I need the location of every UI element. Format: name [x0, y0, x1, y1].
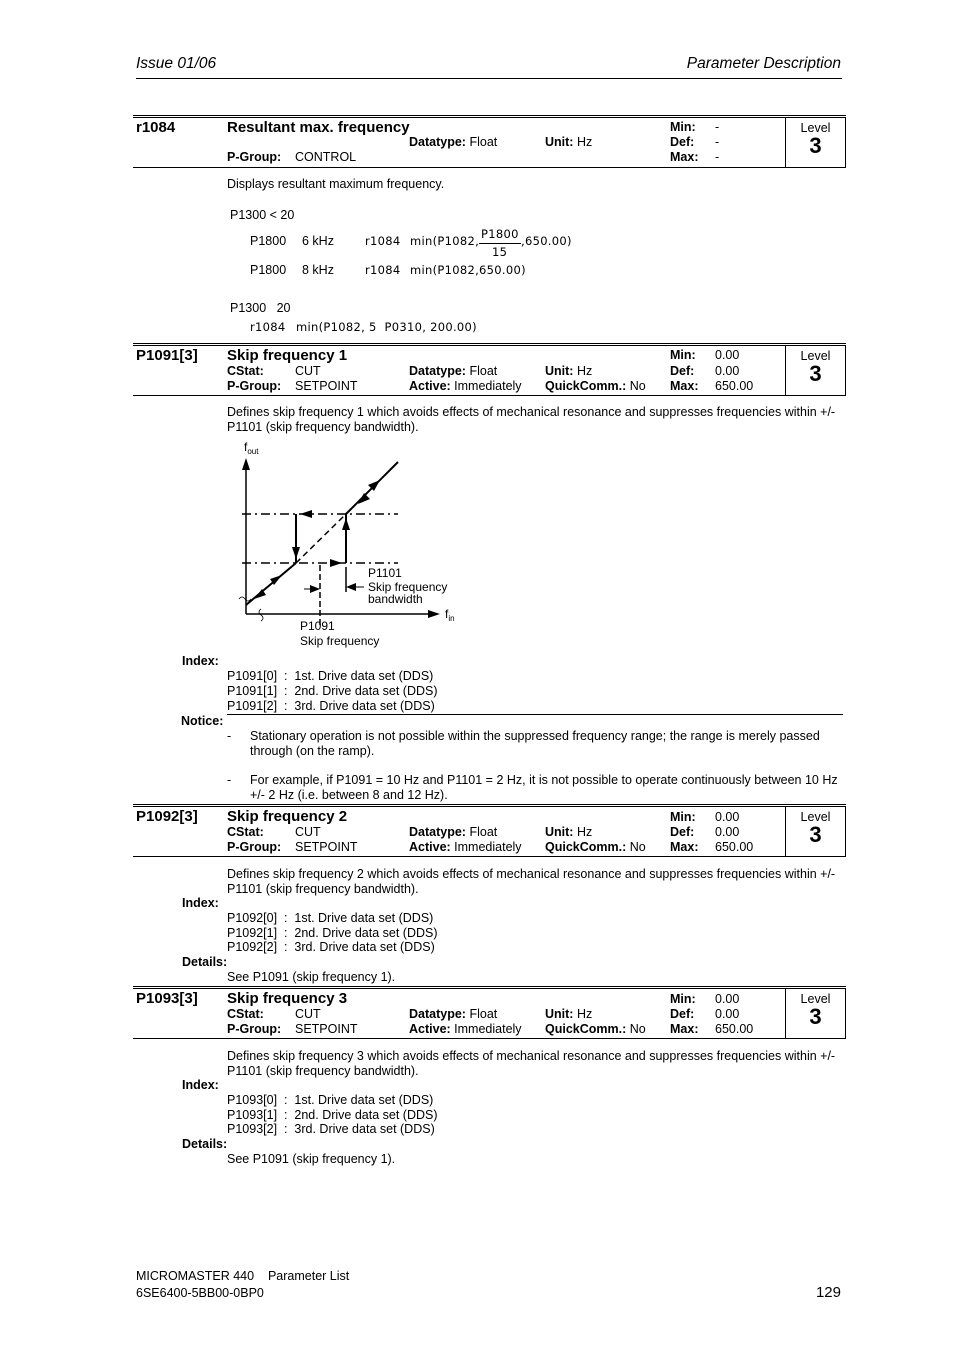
bandwidth-label-1: Skip frequency: [368, 580, 448, 594]
notice-text: Stationary operation is not possible within the suppressed frequency range; the range is merely passed through (on the ramp).: [250, 729, 820, 758]
header-left: Issue 01/06: [136, 55, 217, 72]
down-arrow-icon: [292, 547, 300, 559]
param-id: P1093[3]: [136, 990, 198, 1007]
level-box: Level 3: [785, 988, 846, 1039]
axis-break-icon: [239, 597, 251, 601]
param-id: r1084: [136, 119, 176, 136]
x-axis-arrow-icon: [428, 610, 440, 618]
param-description: Defines skip frequency 2 which avoids effects of mechanical resonance and suppresses frequencies within +/- P1101 (skip frequency bandwidth).: [227, 867, 836, 896]
bandwidth-arrow-icon: [310, 585, 320, 593]
list-item: P1092[1] : 2nd. Drive data set (DDS): [227, 926, 438, 940]
list-item: P1093[0] : 1st. Drive data set (DDS): [227, 1093, 434, 1107]
param-name: Skip frequency 2: [227, 808, 348, 825]
skip-frequency-diagram: [230, 437, 470, 652]
level-box: Level 3: [785, 117, 846, 168]
level-box: Level 3: [785, 345, 846, 396]
list-item: P1093[1] : 2nd. Drive data set (DDS): [227, 1108, 438, 1122]
lower-diagonal: [246, 563, 296, 605]
axis-break-icon: [259, 609, 263, 621]
details-text: See P1091 (skip frequency 1).: [227, 1152, 396, 1166]
param-description: Defines skip frequency 3 which avoids effects of mechanical resonance and suppresses frequencies within +/- P1101 (skip frequency bandwidth).: [227, 1049, 836, 1078]
footer-order-number: 6SE6400-5BB00-0BP0: [136, 1286, 264, 1300]
list-item: P1091[1] : 2nd. Drive data set (DDS): [227, 684, 438, 698]
param-name: Skip frequency 1: [227, 347, 348, 364]
right-arrow-icon: [330, 559, 342, 567]
param-id: P1091[3]: [136, 347, 198, 364]
list-item: P1093[2] : 3rd. Drive data set (DDS): [227, 1122, 435, 1136]
list-item: P1092[0] : 1st. Drive data set (DDS): [227, 911, 434, 925]
left-arrow-icon: [300, 510, 312, 518]
bandwidth-label-2: bandwidth: [368, 592, 423, 606]
header-right: Parameter Description: [686, 55, 841, 72]
param-description: Displays resultant maximum frequency.: [227, 177, 445, 191]
notice-text: For example, if P1091 = 10 Hz and P1101 = 2 Hz, it is not possible to operate continuously between 10 Hz +/- 2 Hz (i.e. between 8 and 12 Hz).: [250, 773, 838, 802]
param-description: Defines skip frequency 1 which avoids effects of mechanical resonance and suppresses frequencies within +/- P1101 (skip frequency bandwidth).: [227, 405, 836, 434]
fin-label: $f_{in}$: [445, 607, 455, 623]
condition: P1300 < 20: [230, 208, 295, 222]
param-id: P1092[3]: [136, 808, 198, 825]
arrow-icon: [358, 493, 370, 504]
fout-label: $f_{out}$: [244, 440, 259, 456]
footer-product: MICROMASTER 440 Parameter List: [136, 1269, 350, 1283]
p1091-label: P1091: [300, 619, 335, 633]
up-arrow-icon: [342, 518, 350, 530]
bandwidth-arrow-icon: [346, 583, 356, 591]
list-item: P1091[2] : 3rd. Drive data set (DDS): [227, 699, 435, 713]
list-item: P1092[2] : 3rd. Drive data set (DDS): [227, 940, 435, 954]
header-rule: [136, 78, 842, 79]
p1101-label: P1101: [368, 566, 402, 580]
param-name: Skip frequency 3: [227, 990, 348, 1007]
param-name: Resultant max. frequency: [227, 119, 410, 136]
suppressed-diagonal: [296, 514, 346, 563]
condition: P1300 20: [230, 301, 291, 315]
page-number: 129: [815, 1284, 841, 1301]
level-box: Level 3: [785, 806, 846, 857]
y-axis-arrow-icon: [242, 458, 250, 470]
details-text: See P1091 (skip frequency 1).: [227, 970, 396, 984]
skip-frequency-label: Skip frequency: [300, 634, 380, 648]
list-item: P1091[0] : 1st. Drive data set (DDS): [227, 669, 434, 683]
